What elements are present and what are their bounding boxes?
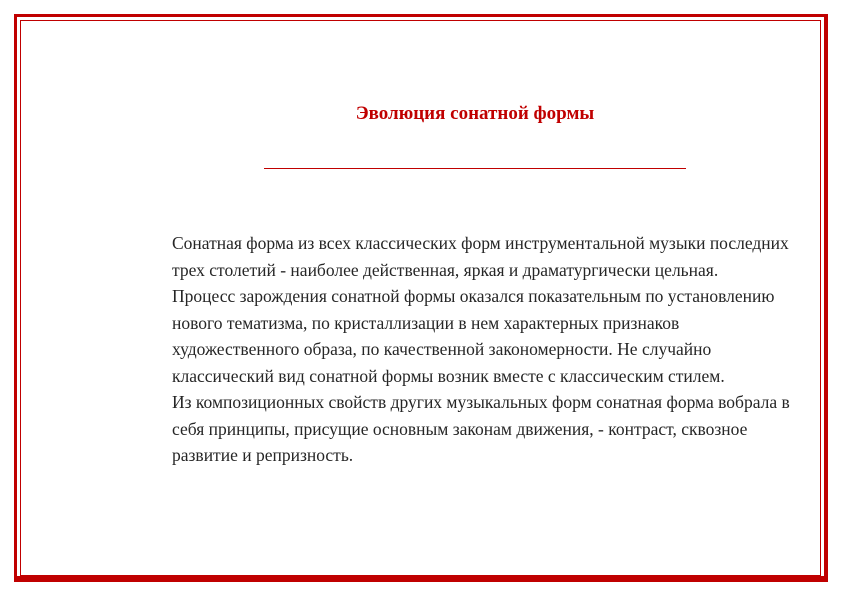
slide-title: Эволюция сонатной формы: [355, 103, 595, 124]
paragraph-3: Из композиционных свойств других музыкальных форм сонатная форма вобрала в себя принципы, присущие основным законам движения, - контраст, сквозное развитие и репризность.: [172, 392, 790, 465]
paragraph-2: Процесс зарождения сонатной формы оказался показательным по установлению нового тематизма, по кристаллизации в нем характерных признаков художественного образа, по качественной закономерности. Не случайно классический вид сонатной формы возник вместе с классическим стилем.: [172, 286, 775, 386]
title-underline: [264, 168, 686, 169]
paragraph-1: Сонатная форма из всех классических форм инструментальной музыки последних трех столетий - наиболее действенная, яркая и драматургически цельная.: [172, 233, 789, 280]
slide-body: [172, 230, 792, 469]
